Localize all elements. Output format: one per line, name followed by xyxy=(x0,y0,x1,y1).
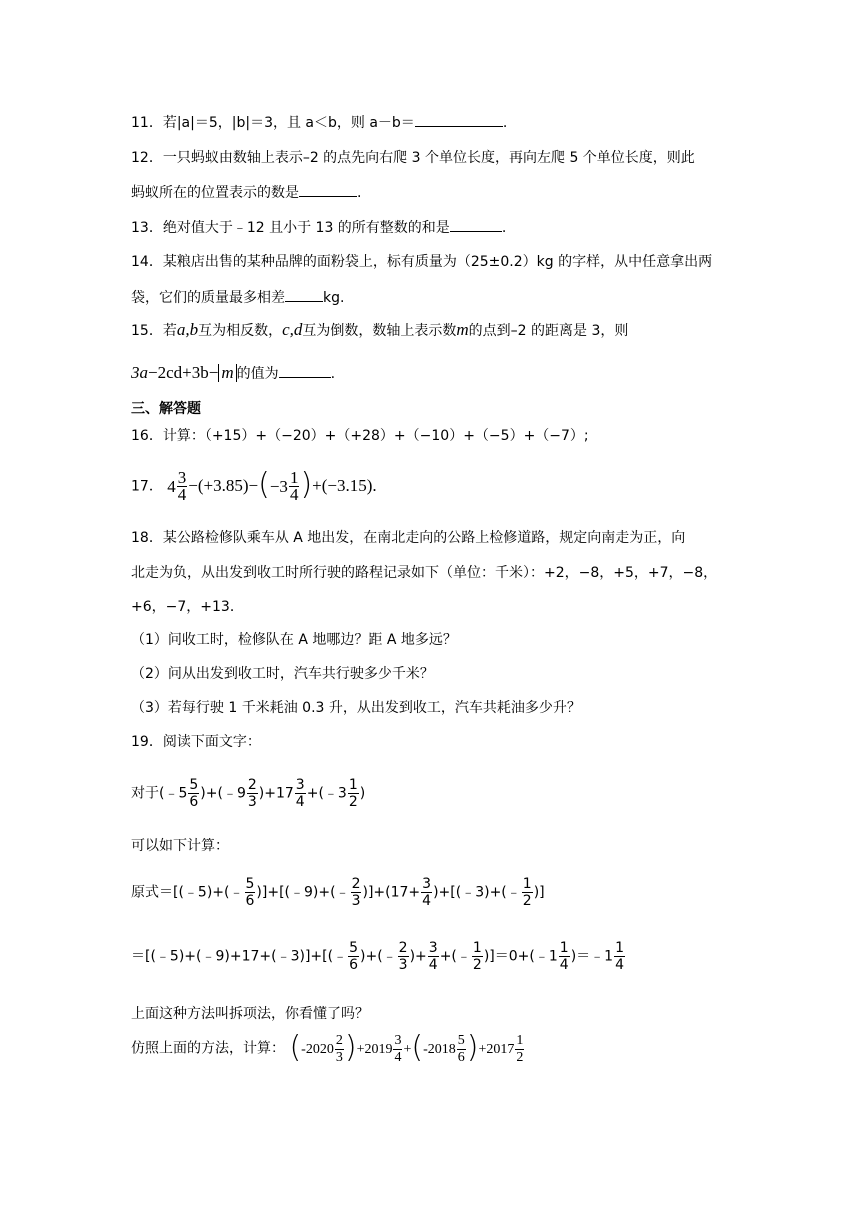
question-13 xyxy=(131,217,506,238)
question-17 xyxy=(131,466,377,504)
question-text: 北走为负，从出发到收工时所行驶的路程记录如下（单位：千米）：+2，−8，+5，+7，−8， xyxy=(131,565,718,581)
question-11 xyxy=(131,112,507,133)
answer-blank xyxy=(450,217,502,232)
question-12-line-1 xyxy=(131,148,695,168)
question-19-equation: ＝[(﹣5)+(﹣9)+17+(﹣3)]+[(﹣ $\frac{5}{6}$ )+(﹣ $\frac{2}{3}$ )+ $\frac{3}{4}$ +(﹣ $\frac{1}{2}$ )]＝0+(﹣1 $\frac{1}{4}$ )＝﹣1 $\frac{1}{4}$ xyxy=(131,940,624,973)
question-number: 17． xyxy=(131,478,163,495)
math-expression: 4 $\frac{3}{4}$ −(+3.85)−( −3 $\frac{1}{4}$ )+(−3.15). xyxy=(167,466,377,504)
question-text: 袋，它们的质量最多相差 xyxy=(131,290,285,306)
math-expression: ( -2020 $\frac{2}{3}$ ) +2019 $\frac{3}{4}$ +( -2018 $\frac{5}{6}$ ) +2017 $\frac{1}{2}$ xyxy=(289,1029,524,1065)
question-15-line-2 xyxy=(131,363,335,384)
period: . xyxy=(501,220,507,236)
answer-blank xyxy=(415,112,503,127)
math-variable-m: m xyxy=(456,320,469,339)
question-number: 19． xyxy=(131,734,163,750)
question-18-line-1 xyxy=(131,528,685,548)
question-number: 12． xyxy=(131,150,163,166)
math-variables-ab: a,b xyxy=(176,320,199,339)
question-19-intro xyxy=(131,732,261,752)
question-text: 某粮店出售的某种品牌的面粉袋上，标有质量为（25±0.2）kg 的字样，从中任意拿出两 xyxy=(162,254,713,270)
question-18-sub-2: （2）问从出发到收工时，汽车共行驶多少千米？ xyxy=(131,666,434,682)
question-text: 阅读下面文字： xyxy=(162,734,261,750)
question-number: 15． xyxy=(131,323,163,339)
answer-blank xyxy=(299,182,357,197)
question-text: 一只蚂蚁由数轴上表示–2 的点先向右爬 3 个单位长度，再向左爬 5 个单位长度，则此 xyxy=(162,150,695,166)
question-14-line-1 xyxy=(131,252,712,272)
question-text: 的值为 xyxy=(236,366,279,382)
question-19-calc-label: 可以如下计算： xyxy=(131,838,229,854)
question-19-method: 上面这种方法叫拆项法，你看懂了吗？ xyxy=(131,1006,369,1022)
question-12-line-2 xyxy=(131,182,361,203)
question-text: 仿照上面的方法，计算： xyxy=(131,1040,285,1057)
question-text: 计算：（+15）+（−20）+（+28）+（−10）+（−5）+（−7）; xyxy=(162,428,589,444)
question-text: 的点到–2 的距离是 3，则 xyxy=(468,323,629,339)
question-number: 11． xyxy=(131,115,163,131)
question-text: 互为倒数，数轴上表示数 xyxy=(302,323,457,339)
absolute-value-m: m xyxy=(218,364,236,382)
question-18-sub-1: （1）问收工时，检修队在 A 地哪边？距 A 地多远？ xyxy=(131,632,457,648)
question-19-task xyxy=(131,1029,525,1066)
question-18-sub-3: （3）若每行驶 1 千米耗油 0.3 升，从出发到收工，汽车共耗油多少升？ xyxy=(131,700,581,716)
question-18-line-2 xyxy=(131,563,717,583)
question-text: 互为相反数， xyxy=(198,323,283,339)
question-18-line-3 xyxy=(131,597,244,617)
question-text: 若|a|＝5，|b|＝3，且 a＜b，则 a－b＝ xyxy=(162,115,415,131)
section-heading: 三、解答题 xyxy=(131,401,201,417)
question-number: 13． xyxy=(131,220,163,236)
question-text: 某公路检修队乘车从 A 地出发，在南北走向的公路上检修道路，规定向南走为正，向 xyxy=(162,530,686,546)
question-text: 若 xyxy=(162,323,177,339)
question-text: +6，−7，+13． xyxy=(131,599,244,615)
period: . xyxy=(330,366,336,382)
period: . xyxy=(502,115,508,131)
question-number: 14． xyxy=(131,254,163,270)
question-16 xyxy=(131,426,589,446)
question-number: 18． xyxy=(131,530,163,546)
math-expression: 3a−2cd+3b− m xyxy=(131,363,237,382)
question-text: 绝对值大于﹣12 且小于 13 的所有整数的和是 xyxy=(162,220,450,236)
question-19-original-expression: 原式＝[(﹣5)+(﹣ $\frac{5}{6}$ )]+[(﹣9)+(﹣ $\frac{2}{3}$ )]+(17+ $\frac{3}{4}$ )+[(﹣3)+(﹣ $\frac{1}{2}$ )] xyxy=(131,876,545,909)
math-variables-cd: c,d xyxy=(282,320,303,339)
unit: kg. xyxy=(323,290,345,306)
question-15-line-1 xyxy=(131,320,628,341)
question-text: 蚂蚁所在的位置表示的数是 xyxy=(131,185,299,201)
question-number: 16． xyxy=(131,428,163,444)
answer-blank xyxy=(279,363,331,378)
answer-blank xyxy=(285,287,323,302)
period: . xyxy=(357,185,362,201)
question-14-line-2 xyxy=(131,287,344,308)
question-19-expression: 对于(﹣5 $\frac{5}{6}$ )+(﹣9 $\frac{2}{3}$ )+17 $\frac{3}{4}$ +(﹣3 $\frac{1}{2}$ ) xyxy=(131,777,366,810)
